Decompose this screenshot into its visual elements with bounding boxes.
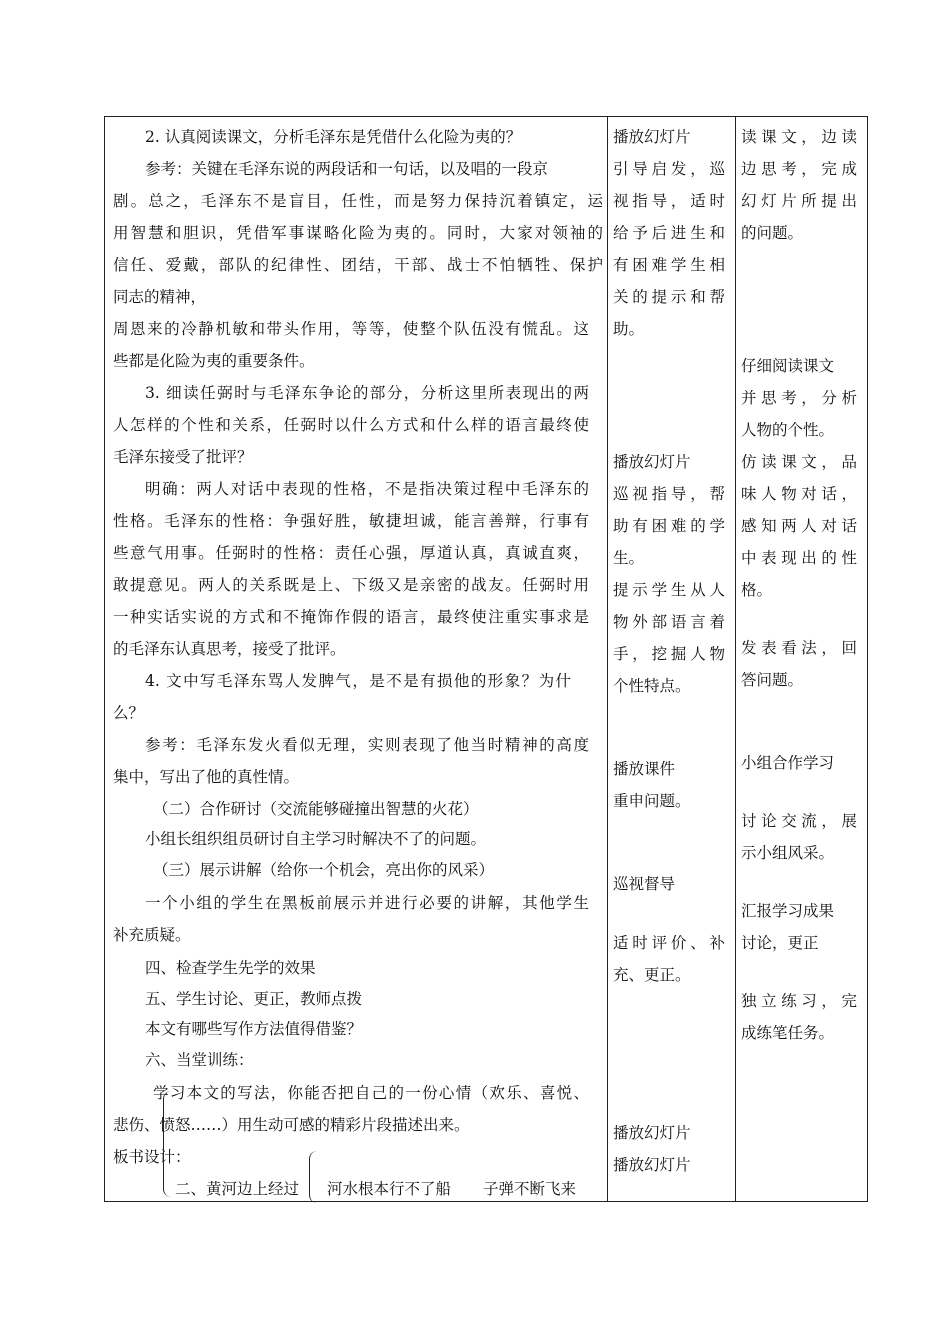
teacher-line: 生。 [613,549,645,567]
teacher-line: 个性特点。 [613,677,691,695]
student-line: 的问题。 [741,224,804,242]
part-5-question: 本文有哪些写作方法值得借鉴？ [145,1020,363,1038]
teacher-line: 巡视指导，帮 [613,485,725,503]
teacher-line: 播放课件 [613,760,676,778]
section-3-body-line: 一个小组的学生在黑板前展示并进行必要的讲解，其他学生 [145,894,589,912]
lesson-plan-table [104,116,868,1202]
student-line: 感知两人对话 [741,517,857,535]
student-activity-column [741,117,861,1201]
teacher-line: 播放幻灯片 [613,128,691,146]
student-line: 发表看法，回 [741,639,857,657]
part-6-heading: 六、当堂训练： [145,1051,254,1069]
q2-reference-line: 周恩来的冷静机敏和带头作用，等等，使整个队伍没有慌乱。这 [113,320,589,338]
teacher-line: 提示学生从人 [613,581,725,599]
q2-reference-line: 信任、爱戴，部队的纪律性、团结，干部、战士不怕牺牲、保护 [113,256,603,274]
student-line: 答问题。 [741,671,804,689]
q3-answer-line: 些意气用事。任弼时的性格：责任心强，厚道认真，真诚直爽， [113,544,589,562]
student-line: 并思考，分析 [741,389,857,407]
teacher-line: 巡视督导 [613,875,676,893]
question-2: 2. 认真阅读课文，分析毛泽东是凭借什么化险为夷的？ [145,128,522,146]
teacher-line: 播放幻灯片 [613,453,691,471]
teacher-line: 播放幻灯片 [613,1156,691,1174]
board-design-label: 板书设计： [113,1148,191,1166]
q2-reference-line: 剧。总之，毛泽东不是盲目，任性，而是努力保持沉着镇定，运 [113,192,603,210]
q4-reference-line: 参考：毛泽东发火看似无理，实则表现了他当时精神的高度 [145,736,589,754]
question-3-line: 3. 细读任弼时与毛泽东争论的部分，分析这里所表现出的两 [145,384,589,402]
teacher-line: 引导启发，巡 [613,160,725,178]
student-line: 格。 [741,581,773,599]
teacher-line: 有困难学生相 [613,256,725,274]
student-line: 味人物对话， [741,485,857,503]
part-4-heading: 四、检查学生先学的效果 [145,959,316,977]
student-line: 幻灯片所提出 [741,192,857,210]
q3-answer-line: 一种实话实说的方式和不掩饰作假的语言，最终使注重实事求是 [113,608,589,626]
teacher-line: 物外部语言着 [613,613,725,631]
q3-answer-line: 敢提意见。两人的关系既是上、下级又是亲密的战友。任弼时用 [113,576,589,594]
section-2-body: 小组长组织组员研讨自主学习时解决不了的问题。 [145,830,487,848]
q3-answer-line: 明确：两人对话中表现的性格，不是指决策过程中毛泽东的 [145,480,589,498]
teacher-line: 适时评价、补 [613,934,725,952]
left-brace [163,1091,174,1197]
q2-reference-line: 参考：关键在毛泽东说的两段话和一句话，以及唱的一段京 [145,160,549,178]
student-line: 仔细阅读课文 [741,357,835,375]
teacher-line: 播放幻灯片 [613,1124,691,1142]
teacher-activity-column [613,117,731,1201]
q3-answer-line: 的毛泽东认真思考，接受了批评。 [113,640,346,658]
board-design-subitem: 子弹不断飞来 [483,1180,577,1198]
student-line: 汇报学习成果 [741,902,835,920]
teacher-line: 助有困难的学 [613,517,725,535]
teacher-line: 手，挖掘人物 [613,645,725,663]
q2-reference-line: 用智慧和胆识，凭借军事谋略化险为夷的。同时，大家对领袖的 [113,224,603,242]
teacher-line: 充、更正。 [613,966,691,984]
teacher-line: 给予后进生和 [613,224,725,242]
student-line: 示小组风采。 [741,844,835,862]
student-line: 成练笔任务。 [741,1024,835,1042]
question-4-line: 4. 文中写毛泽东骂人发脾气，是不是有损他的形象？为什 [145,672,571,690]
section-2-title: （二）合作研讨（交流能够碰撞出智慧的火花） [153,800,479,818]
board-design-subitem: 河水根本行不了船 [327,1180,452,1198]
student-line: 中表现出的性 [741,549,857,567]
part-5-heading: 五、学生讨论、更正，教师点拨 [145,990,363,1008]
q4-reference-line: 集中，写出了他的真性情。 [113,768,300,786]
student-line: 边思考，完成 [741,160,857,178]
student-line: 独立练习，完 [741,992,857,1010]
q2-reference-line: 同志的精神， [113,288,207,306]
student-line: 读课文，边读 [741,128,857,146]
column-divider [607,117,608,1201]
column-divider [735,117,736,1201]
teacher-line: 助。 [613,320,645,338]
question-3-line: 人怎样的个性和关系，任弼时以什么方式和什么样的语言最终使 [113,416,589,434]
student-line: 仿读课文，品 [741,453,857,471]
right-brace [309,1151,320,1203]
section-3-title: （三）展示讲解（给你一个机会，亮出你的风采） [153,861,495,879]
board-design-item: 二、黄河边上经过 [175,1180,300,1198]
question-3-line: 毛泽东接受了批评？ [113,448,253,466]
teacher-line: 视指导，适时 [613,192,725,210]
student-line: 讨论，更正 [741,934,819,952]
teacher-line: 关的提示和帮 [613,288,725,306]
part-6-body-line: 学习本文的写法，你能否把自己的一份心情（欢乐、喜悦、 [153,1084,589,1102]
section-3-body-line: 补充质疑。 [113,926,191,944]
student-line: 人物的个性。 [741,421,835,439]
student-line: 讨论交流，展 [741,812,857,830]
teacher-line: 重申问题。 [613,792,691,810]
student-line: 小组合作学习 [741,754,835,772]
q3-answer-line: 性格。毛泽东的性格：争强好胜，敏捷坦诚，能言善辩，行事有 [113,512,589,530]
question-4-line: 么？ [113,704,145,722]
part-6-body-line: 悲伤、愤怒……）用生动可感的精彩片段描述出来。 [113,1116,470,1134]
q2-reference-line: 些都是化险为夷的重要条件。 [113,352,315,370]
main-content-column [113,117,605,1201]
